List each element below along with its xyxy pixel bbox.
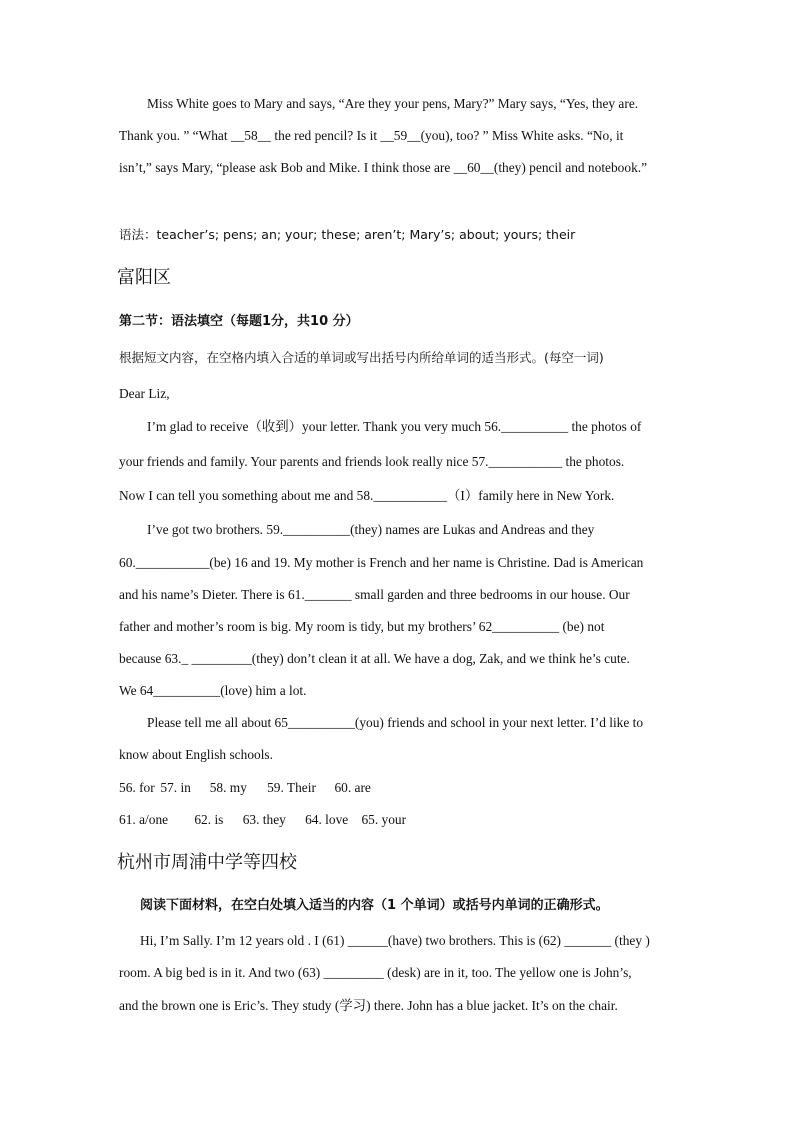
passage-line: I’ve got two brothers. 59.__________(they) names are Lukas and Andreas and they	[147, 522, 595, 537]
passage-line: room. A big bed is in it. And two (63) _________ (desk) are in it, too. The yellow one is John’s,	[119, 965, 632, 980]
answer-item: 65. your	[361, 812, 407, 827]
passage-line: I’m glad to receive（收到）your letter. Thank you very much 56.__________ the photos of	[147, 419, 642, 434]
passage-line: 60.___________(be) 16 and 19. My mother is French and her name is Christine. Dad is American	[119, 555, 644, 570]
answer-row	[119, 812, 406, 828]
passage-line: Hi, I’m Sally. I’m 12 years old . I (61) ______(have) two brothers. This is (62) _______ (they )	[140, 933, 650, 948]
section-heading: 阅读下面材料，在空白处填入适当的内容（1 个单词）或括号内单词的正确形式。	[140, 898, 609, 913]
answer-item: 63. they	[242, 812, 286, 827]
letter-greeting: Dear Liz,	[119, 386, 170, 401]
passage-line: Thank you. ” “What __58__ the red pencil? Is it __59__(you), too? ” Miss White asks. “No, it	[119, 128, 624, 143]
answer-item: 61. a/one	[119, 812, 169, 827]
passage-line: isn’t,” says Mary, “please ask Bob and Mike. I think those are __60__(they) pencil and notebook.”	[119, 160, 648, 175]
answer-item: 58. my	[209, 780, 247, 795]
instruction-text: 根据短文内容，在空格内填入合适的单词或写出括号内所给单词的适当形式。(每空一词)	[119, 350, 604, 365]
passage-line: We 64__________(love) him a lot.	[119, 683, 307, 698]
region-heading: 富阳区	[117, 267, 171, 288]
answer-item: 62. is	[194, 812, 224, 827]
passage-line: father and mother’s room is big. My room is tidy, but my brothers’ 62__________ (be) not	[119, 619, 605, 634]
grammar-word-bank: 语法：teacher’s; pens; an; your; these; aren’t; Mary’s; about; yours; their	[119, 227, 576, 242]
passage-line: Miss White goes to Mary and says, “Are they your pens, Mary?” Mary says, “Yes, they are.	[147, 96, 639, 111]
answer-item: 56. for	[119, 780, 155, 795]
passage-line: and his name’s Dieter. There is 61._______ small garden and three bedrooms in our house. Our	[119, 587, 630, 602]
answer-item: 64. love	[305, 812, 349, 827]
passage-line: because 63._ _________(they) don’t clean it at all. We have a dog, Zak, and we think he’s cute.	[119, 651, 630, 666]
passage-line: Now I can tell you something about me and 58.___________（I）family here in New York.	[119, 488, 615, 503]
section-heading: 第二节：语法填空（每题1分，共10 分）	[119, 314, 359, 329]
region-heading: 杭州市周浦中学等四校	[117, 852, 297, 873]
passage-line: and the brown one is Eric’s. They study (学习) there. John has a blue jacket. It’s on the chair.	[119, 998, 618, 1013]
passage-line: your friends and family. Your parents and friends look really nice 57.___________ the photos.	[119, 454, 625, 469]
passage-line: know about English schools.	[119, 747, 273, 762]
answer-item: 59. Their	[267, 780, 316, 795]
answer-item: 60. are	[334, 780, 371, 795]
answer-row	[119, 780, 371, 796]
passage-line: Please tell me all about 65__________(you) friends and school in your next letter. I’d like to	[147, 715, 644, 730]
answer-item: 57. in	[160, 780, 191, 795]
